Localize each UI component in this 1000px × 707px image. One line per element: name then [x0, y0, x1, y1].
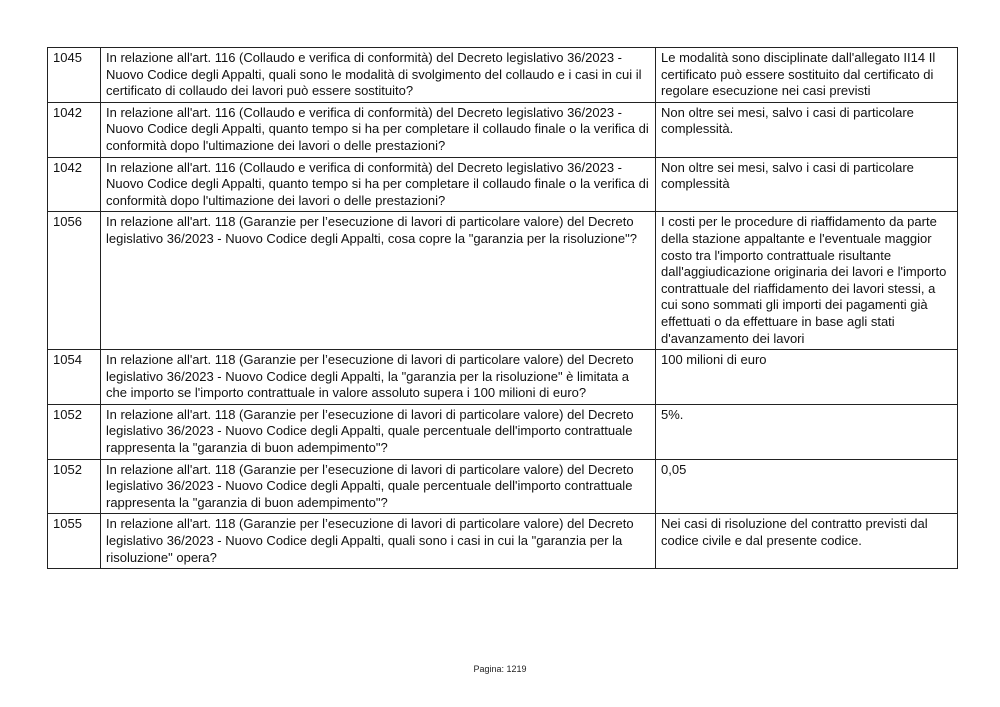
table-row: [48, 48, 958, 103]
question-text: In relazione all'art. 116 (Collaudo e verifica di conformità) del Decreto legislativo 36/2023 - Nuovo Codice degli Appalti, quanto tempo si ha per completare il collaudo finale o la verifica di conformità dopo l'ultimazione dei lavori o delle prestazioni?: [101, 102, 656, 157]
question-id: 1052: [48, 404, 101, 459]
answer-text: 5%.: [656, 404, 958, 459]
answer-text: Non oltre sei mesi, salvo i casi di particolare complessità: [656, 157, 958, 212]
table-row: [48, 404, 958, 459]
question-id: 1045: [48, 48, 101, 103]
page-number: Pagina: 1219: [473, 664, 527, 674]
question-text: In relazione all'art. 116 (Collaudo e verifica di conformità) del Decreto legislativo 36/2023 - Nuovo Codice degli Appalti, quali sono le modalità di svolgimento del collaudo e i casi in cui il certificato di collaudo dei lavori può essere sostituito?: [101, 48, 656, 103]
answer-text: Nei casi di risoluzione del contratto previsti dal codice civile e dal presente codice.: [656, 514, 958, 569]
table-row: [48, 514, 958, 569]
question-text: In relazione all'art. 118 (Garanzie per l’esecuzione di lavori di particolare valore) del Decreto legislativo 36/2023 - Nuovo Codice degli Appalti, quali sono i casi in cui la "garanzia per la risoluzione" opera?: [101, 514, 656, 569]
answer-text: I costi per le procedure di riaffidamento da parte della stazione appaltante e l'eventuale maggior costo tra l'importo contrattuale risultante dall'aggiudicazione originaria dei lavori e l'importo contrattuale del riaffidamento dei lavori stessi, a cui sono sommati gli importi dei pagamenti già effettuati o da effettuare in base agli stati d'avanzamento dei lavori: [656, 212, 958, 350]
answer-text: 100 milioni di euro: [656, 350, 958, 405]
qa-table: [47, 47, 958, 569]
answer-text: Non oltre sei mesi, salvo i casi di particolare complessità.: [656, 102, 958, 157]
table-row: [48, 157, 958, 212]
question-id: 1054: [48, 350, 101, 405]
table-row: [48, 459, 958, 514]
question-text: In relazione all'art. 118 (Garanzie per l’esecuzione di lavori di particolare valore) del Decreto legislativo 36/2023 - Nuovo Codice degli Appalti, quale percentuale dell'importo contrattuale rappresenta la "garanzia di buon adempimento"?: [101, 459, 656, 514]
question-text: In relazione all'art. 116 (Collaudo e verifica di conformità) del Decreto legislativo 36/2023 - Nuovo Codice degli Appalti, quanto tempo si ha per completare il collaudo finale o la verifica di conformità dopo l'ultimazione dei lavori o delle prestazioni?: [101, 157, 656, 212]
question-id: 1055: [48, 514, 101, 569]
question-id: 1056: [48, 212, 101, 350]
table-row: [48, 350, 958, 405]
question-text: In relazione all'art. 118 (Garanzie per l’esecuzione di lavori di particolare valore) del Decreto legislativo 36/2023 - Nuovo Codice degli Appalti, quale percentuale dell'importo contrattuale rappresenta la "garanzia di buon adempimento"?: [101, 404, 656, 459]
question-id: 1042: [48, 102, 101, 157]
table-row: [48, 212, 958, 350]
question-text: In relazione all'art. 118 (Garanzie per l’esecuzione di lavori di particolare valore) del Decreto legislativo 36/2023 - Nuovo Codice degli Appalti, la "garanzia per la risoluzione" è limitata a che importo se l'importo contrattuale in valore assoluto supera i 100 milioni di euro?: [101, 350, 656, 405]
answer-text: Le modalità sono disciplinate dall'allegato II14 Il certificato può essere sostituito dal certificato di regolare esecuzione nei casi previsti: [656, 48, 958, 103]
question-id: 1042: [48, 157, 101, 212]
question-text: In relazione all'art. 118 (Garanzie per l’esecuzione di lavori di particolare valore) del Decreto legislativo 36/2023 - Nuovo Codice degli Appalti, cosa copre la "garanzia per la risoluzione"?: [101, 212, 656, 350]
question-id: 1052: [48, 459, 101, 514]
answer-text: 0,05: [656, 459, 958, 514]
table-row: [48, 102, 958, 157]
